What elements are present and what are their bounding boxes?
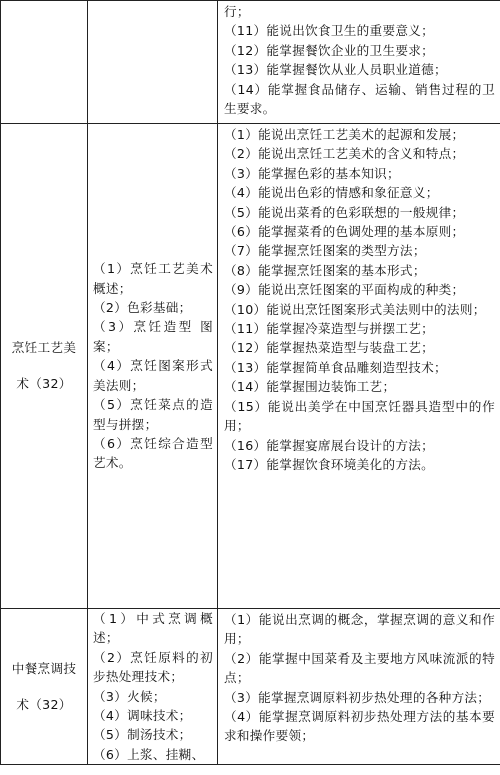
requirement-item: （15）能说出美学在中国烹饪器具造型中的作用； xyxy=(224,398,495,434)
topics-cell xyxy=(88,124,218,609)
requirement-item: （4）能掌握烹调原料初步热处理方法的基本要求和操作要领； xyxy=(224,709,495,744)
requirement-item: （6）能掌握菜肴的色调处理的基本原则； xyxy=(224,224,465,240)
topic-item: （4）调味技术； xyxy=(93,708,192,724)
topic-item: （3）烹饪造型 图案； xyxy=(93,319,213,354)
topic-item: （1）中式烹调概述； xyxy=(93,611,213,646)
requirement-item: （1）能说出烹饪工艺美术的起源和发展； xyxy=(224,127,465,142)
topic-item: （2）色彩基础； xyxy=(93,300,192,316)
topic-item: （5）制汤技术； xyxy=(93,727,192,743)
table-row xyxy=(1,124,500,609)
requirement-item: （13）能掌握餐饮从业人员职业道德； xyxy=(224,62,447,78)
topic-item: （1）烹饪工艺美术概述； xyxy=(93,261,213,296)
requirement-item: （14）能掌握围边装饰工艺； xyxy=(224,379,396,395)
requirement-item: （7）能掌握烹饪图案的类型方法； xyxy=(224,243,426,259)
requirement-item: （16）能掌握宴席展台设计的方法； xyxy=(224,437,435,453)
subject-cell: 中餐烹调技术（32） xyxy=(1,609,88,765)
topic-item: （5）烹饪菜点的造型与拼摆； xyxy=(93,397,213,432)
requirement-item: （17）能掌握饮食环境美化的方法。 xyxy=(224,456,435,472)
requirement-item: （10）能说出烹饪图案形式美法则中的法则； xyxy=(224,301,486,317)
requirement-item: （12）能掌握热菜造型与装盘工艺； xyxy=(224,340,435,356)
requirement-item: （1）能说出烹调的概念，掌握烹调的意义和作用； xyxy=(224,612,495,647)
subject-cell: 烹饪工艺美术（32） xyxy=(1,124,88,609)
table-row xyxy=(1,609,500,765)
topics-cell xyxy=(88,1,218,124)
topic-item: （6）烹饪综合造型艺术。 xyxy=(93,435,213,471)
requirement-item: （11）能掌握冷菜造型与拼摆工艺； xyxy=(224,321,435,337)
requirement-item: （2）能说出烹饪工艺美术的含义和特点； xyxy=(224,146,465,162)
requirement-item: （5）能说出菜肴的色彩联想的一般规律； xyxy=(224,204,465,220)
topics-cell xyxy=(88,609,218,765)
requirements-cell xyxy=(218,124,500,609)
table-row xyxy=(1,1,500,124)
subject-cell xyxy=(1,1,88,124)
requirement-item: （8）能掌握烹饪图案的基本形式； xyxy=(224,262,426,278)
requirements-cell xyxy=(218,609,500,765)
requirement-item: （4）能说出色彩的情感和象征意义； xyxy=(224,185,439,201)
requirement-item: （14）能掌握食品储存、运输、销售过程的卫生要求。 xyxy=(224,81,495,117)
topic-item: （6）上浆、挂糊、 xyxy=(93,746,205,762)
requirements-cell xyxy=(218,1,500,124)
requirement-item: 行； xyxy=(224,4,250,19)
requirement-item: （3）能掌握色彩的基本知识； xyxy=(224,165,400,181)
topic-item: （2）烹饪原料的初步热处理技术； xyxy=(93,649,213,685)
requirement-item: （12）能掌握餐饮企业的卫生要求； xyxy=(224,42,435,58)
requirement-item: （13）能掌握简单食品雕刻造型技术； xyxy=(224,359,447,375)
topic-item: （4）烹饪图案形式美法则； xyxy=(93,358,213,393)
topic-item: （3）火候； xyxy=(93,688,166,704)
requirement-item: （9）能说出烹饪图案的平面构成的种类； xyxy=(224,282,465,298)
requirement-item: （2）能掌握中国菜肴及主要地方风味流派的特点； xyxy=(224,650,495,686)
requirement-item: （11）能说出饮食卫生的重要意义； xyxy=(224,23,435,39)
requirement-item: （3）能掌握烹调原料初步热处理的各种方法； xyxy=(224,689,491,705)
